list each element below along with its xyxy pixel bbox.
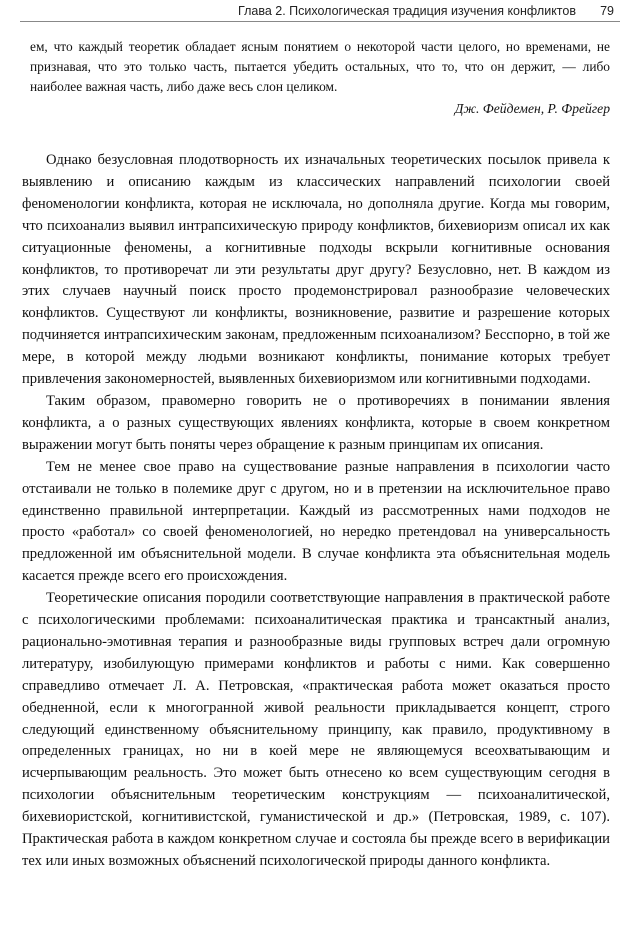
- epigraph-author: Дж. Фейдемен, Р. Фрейгер: [454, 101, 610, 116]
- paragraph: Теоретические описания породили соответствующие направления в практической работе с психологическими проблемами: психоаналитическая практика и трансактный анализ, рационально-эмотивная терапия и разнообразные виды групповых встреч дали огромную литературу, изобилующую примерами конфликтов и работы с ними. Как совершенно справедливо отмечает Л. А. Петровская, «практическая работа может оказаться просто обедненной, если к многогранной живой реальности прикладывается концепт, строго следующий единственному объяснительному принципу, как правило, продуктивному в определенных границах, но ни в коей мере не являющемуся всеохватывающим и исчерпывающим реальность. Это может быть отнесено ко всем существующим сегодня в психологии объяснительным теоретическим конструкциям — психоаналитической, бихевиористской, когнитивистской, гуманистической и др.» (Петровская, 1989, с. 107). Практическая работа в каждом конкретном случае и состояла бы прежде всего в верификации тех или иных возможных объяснений психологической природы данного конфликта.: [22, 590, 610, 869]
- header-rule: [20, 21, 620, 22]
- paragraph: Однако безусловная плодотворность их изначальных теоретических посылок привела к выявлению и описанию каждым из классических направлений психологии своей феноменологии конфликта, которая не исключала, но дополняла другие. Когда мы говорим, что психоанализ выявил интрапсихическую природу конфликтов, бихевиоризм описал их как ситуационные феномены, а когнитивные подходы вскрыли когнитивные основания конфликтов, то противоречат ли эти результаты друг другу? Безусловно, нет. В каждом из этих случаев научный поиск просто продемонстрировал разнообразие человеческих конфликтов. Существуют ли конфликты, возникновение, развитие и разрешение которых подчиняется интрапсихическим законам, предложенным психоанализом? Бесспорно, в той же мере, в которой между людьми возникают конфликты, понимание которых требует привлечения закономерностей, выявленных бихевиоризмом или когнитивными подходами.: [22, 152, 610, 388]
- paragraph: Тем не менее свое право на существование разные направления в психологии часто отстаивали не только в полемике друг с другом, но и в претензии на исключительное право единственно правильной интерпретации. Каждый из рассмотренных нами подходов не просто «работал» со своей феноменологией, но нередко претендовал на универсальность предложенной им объяснительной модели. В случае конфликта эта объяснительная модель касается прежде всего его происхождения.: [22, 458, 610, 585]
- page-number: 79: [600, 4, 614, 18]
- paragraph: Таким образом, правомерно говорить не о противоречиях в понимании явления конфликта, а о разных существующих явлениях конфликта, которые в своем конкретном выражении могут быть поняты через обращение к разным принципам их описания.: [22, 392, 610, 453]
- page-content: [22, 37, 610, 873]
- running-title: Глава 2. Психологическая традиция изучения конфликтов: [238, 4, 576, 18]
- body-text: [22, 150, 610, 873]
- epigraph-text: ем, что каждый теоретик обладает ясным понятием о некоторой части целого, но временами, не признавая, что это только часть, пытается убедить остальных, что то, что он держит, — либо наиболее важная часть, либо даже весь слон целиком.: [30, 39, 610, 94]
- running-header: [0, 0, 620, 22]
